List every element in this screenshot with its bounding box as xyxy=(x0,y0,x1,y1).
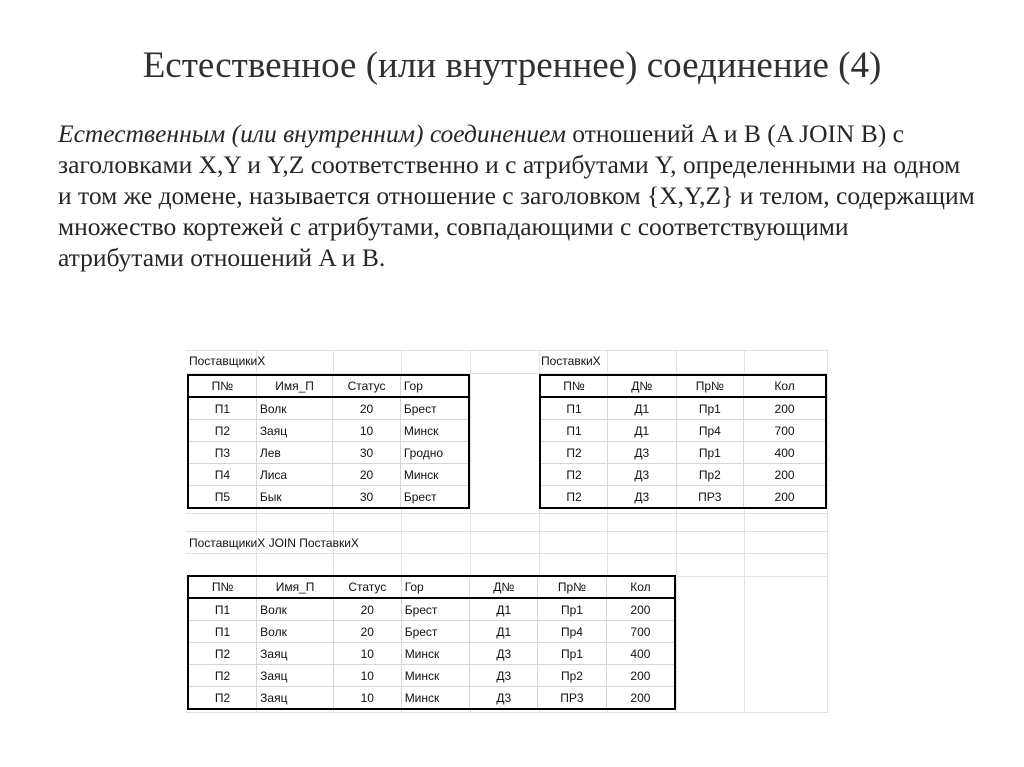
table-cell: 200 xyxy=(606,665,675,687)
table-cell: Минск xyxy=(400,420,469,442)
table-cell: П1 xyxy=(540,397,608,420)
table-cell: Волк xyxy=(257,598,334,621)
table-cell: П1 xyxy=(188,621,257,643)
slide-title: Естественное (или внутреннее) соединение (4) xyxy=(142,45,882,86)
spreadsheet-figure xyxy=(186,350,828,713)
deliveries-header-cell: Д№ xyxy=(608,375,677,397)
table-cell: П2 xyxy=(188,643,257,665)
table-cell: Пр2 xyxy=(676,464,744,486)
table-cell: Лев xyxy=(256,442,332,464)
table-cell: 400 xyxy=(744,442,826,464)
join-row xyxy=(188,665,675,687)
suppliers-table xyxy=(187,374,470,509)
table-cell: 200 xyxy=(606,598,675,621)
table-cell: П1 xyxy=(540,420,608,442)
table-cell: 400 xyxy=(606,643,675,665)
table-cell: 20 xyxy=(333,621,401,643)
table-cell: 30 xyxy=(333,486,401,509)
deliveries-row xyxy=(540,464,826,486)
table-cell: Д1 xyxy=(608,397,677,420)
suppliers-header-cell: П№ xyxy=(188,375,256,397)
suppliers-row xyxy=(188,486,469,509)
table-cell: 20 xyxy=(333,598,401,621)
table-cell: 10 xyxy=(333,665,401,687)
table-cell: Брест xyxy=(400,486,469,509)
table-cell: Пр1 xyxy=(538,643,607,665)
join-header-cell: Гор xyxy=(401,576,470,598)
join-row xyxy=(188,598,675,621)
table-cell: Брест xyxy=(401,621,470,643)
table-cell: Минск xyxy=(401,665,470,687)
table-cell: Пр1 xyxy=(676,442,744,464)
deliveries-header-cell: Кол xyxy=(744,375,826,397)
join-header-cell: Статус xyxy=(333,576,401,598)
suppliers-row xyxy=(188,442,469,464)
join-header-cell: Кол xyxy=(606,576,675,598)
table-cell: ПР3 xyxy=(538,687,607,710)
table-cell: Заяц xyxy=(257,665,334,687)
table-cell: 20 xyxy=(333,464,401,486)
table-cell: Заяц xyxy=(257,643,334,665)
table-cell: 200 xyxy=(744,397,826,420)
table-cell: Д3 xyxy=(470,643,538,665)
table-cell: 700 xyxy=(606,621,675,643)
table-cell: П5 xyxy=(214,489,231,504)
table-cell: Пр4 xyxy=(676,420,744,442)
join-header-cell: Имя_П xyxy=(257,576,334,598)
deliveries-row xyxy=(540,486,826,509)
table-cell: П2 xyxy=(540,464,608,486)
suppliers-row xyxy=(188,397,469,420)
suppliers-header-cell: Статус xyxy=(333,375,401,397)
deliveries-caption: ПоставкиX xyxy=(541,354,601,368)
table-cell: Д3 xyxy=(608,442,677,464)
table-cell: П4 xyxy=(188,464,256,486)
table-cell: 10 xyxy=(333,420,401,442)
join-header-cell: Пр№ xyxy=(538,576,607,598)
table-cell: Д3 xyxy=(608,464,677,486)
table-cell: Минск xyxy=(401,687,470,710)
slide-body-text xyxy=(58,118,978,273)
deliveries-table xyxy=(539,374,827,509)
table-cell: 200 xyxy=(744,464,826,486)
table-cell: Волк xyxy=(256,397,332,420)
table-cell: П2 xyxy=(540,442,608,464)
table-cell: Гродно xyxy=(400,442,469,464)
definition-term: Естественным (или внутренним) соединением xyxy=(58,119,566,148)
table-cell: П1 xyxy=(188,598,257,621)
table-cell: 10 xyxy=(333,643,401,665)
table-cell: ПР3 xyxy=(676,486,744,509)
table-cell: Д1 xyxy=(608,420,677,442)
table-cell: 700 xyxy=(744,420,826,442)
table-cell: П3 xyxy=(188,442,256,464)
table-cell: П2 xyxy=(188,420,256,442)
table-cell: Брест xyxy=(401,598,470,621)
join-row xyxy=(188,687,675,710)
table-cell: П2 xyxy=(566,489,582,504)
suppliers-header-cell: Имя_П xyxy=(256,375,332,397)
table-cell: 10 xyxy=(333,687,401,710)
table-cell: Бык xyxy=(256,486,332,509)
suppliers-row xyxy=(188,464,469,486)
table-cell: Заяц xyxy=(257,687,334,710)
table-cell: Заяц xyxy=(256,420,332,442)
table-cell: Минск xyxy=(401,643,470,665)
join-header-cell: П№ xyxy=(188,576,257,598)
table-cell: Минск xyxy=(400,464,469,486)
table-cell: 30 xyxy=(333,442,401,464)
deliveries-row xyxy=(540,397,826,420)
join-header-cell: Д№ xyxy=(470,576,538,598)
join-row xyxy=(188,621,675,643)
table-cell: Д1 xyxy=(470,598,538,621)
join-caption: ПоставщикиX JOIN ПоставкиX xyxy=(189,536,359,550)
table-cell: П2 xyxy=(188,665,257,687)
table-cell: Пр1 xyxy=(676,397,744,420)
deliveries-row xyxy=(540,442,826,464)
suppliers-row xyxy=(188,420,469,442)
table-cell: Пр4 xyxy=(538,621,607,643)
deliveries-header-cell: Пр№ xyxy=(676,375,744,397)
table-cell: Лиса xyxy=(256,464,332,486)
suppliers-caption: ПоставщикиX xyxy=(189,354,266,368)
join-table xyxy=(187,575,676,710)
join-row xyxy=(188,643,675,665)
table-cell: П2 xyxy=(214,690,231,705)
table-cell: Пр2 xyxy=(538,665,607,687)
table-cell: П1 xyxy=(188,397,256,420)
table-cell: Д3 xyxy=(470,687,538,710)
table-cell: Д1 xyxy=(470,621,538,643)
table-cell: Д3 xyxy=(470,665,538,687)
table-cell: 200 xyxy=(606,687,675,710)
table-cell: Пр1 xyxy=(538,598,607,621)
definition-text: отношений A и B (A JOIN B) с заголовками X,Y и Y,Z соответственно и с атрибутами Y, определенными на одном и том же домене, называется отношение с заголовком {X,Y,Z} и телом, содержащим множество кортежей с атрибутами, совпадающими с соответствующими атрибутами отношений A и B. xyxy=(58,119,975,272)
table-cell: 200 xyxy=(744,486,826,509)
table-cell: Д3 xyxy=(608,486,677,509)
deliveries-header-cell: П№ xyxy=(540,375,608,397)
table-cell: Брест xyxy=(400,397,469,420)
deliveries-row xyxy=(540,420,826,442)
table-cell: 20 xyxy=(333,397,401,420)
suppliers-header-cell: Гор xyxy=(400,375,469,397)
table-cell: Волк xyxy=(257,621,334,643)
